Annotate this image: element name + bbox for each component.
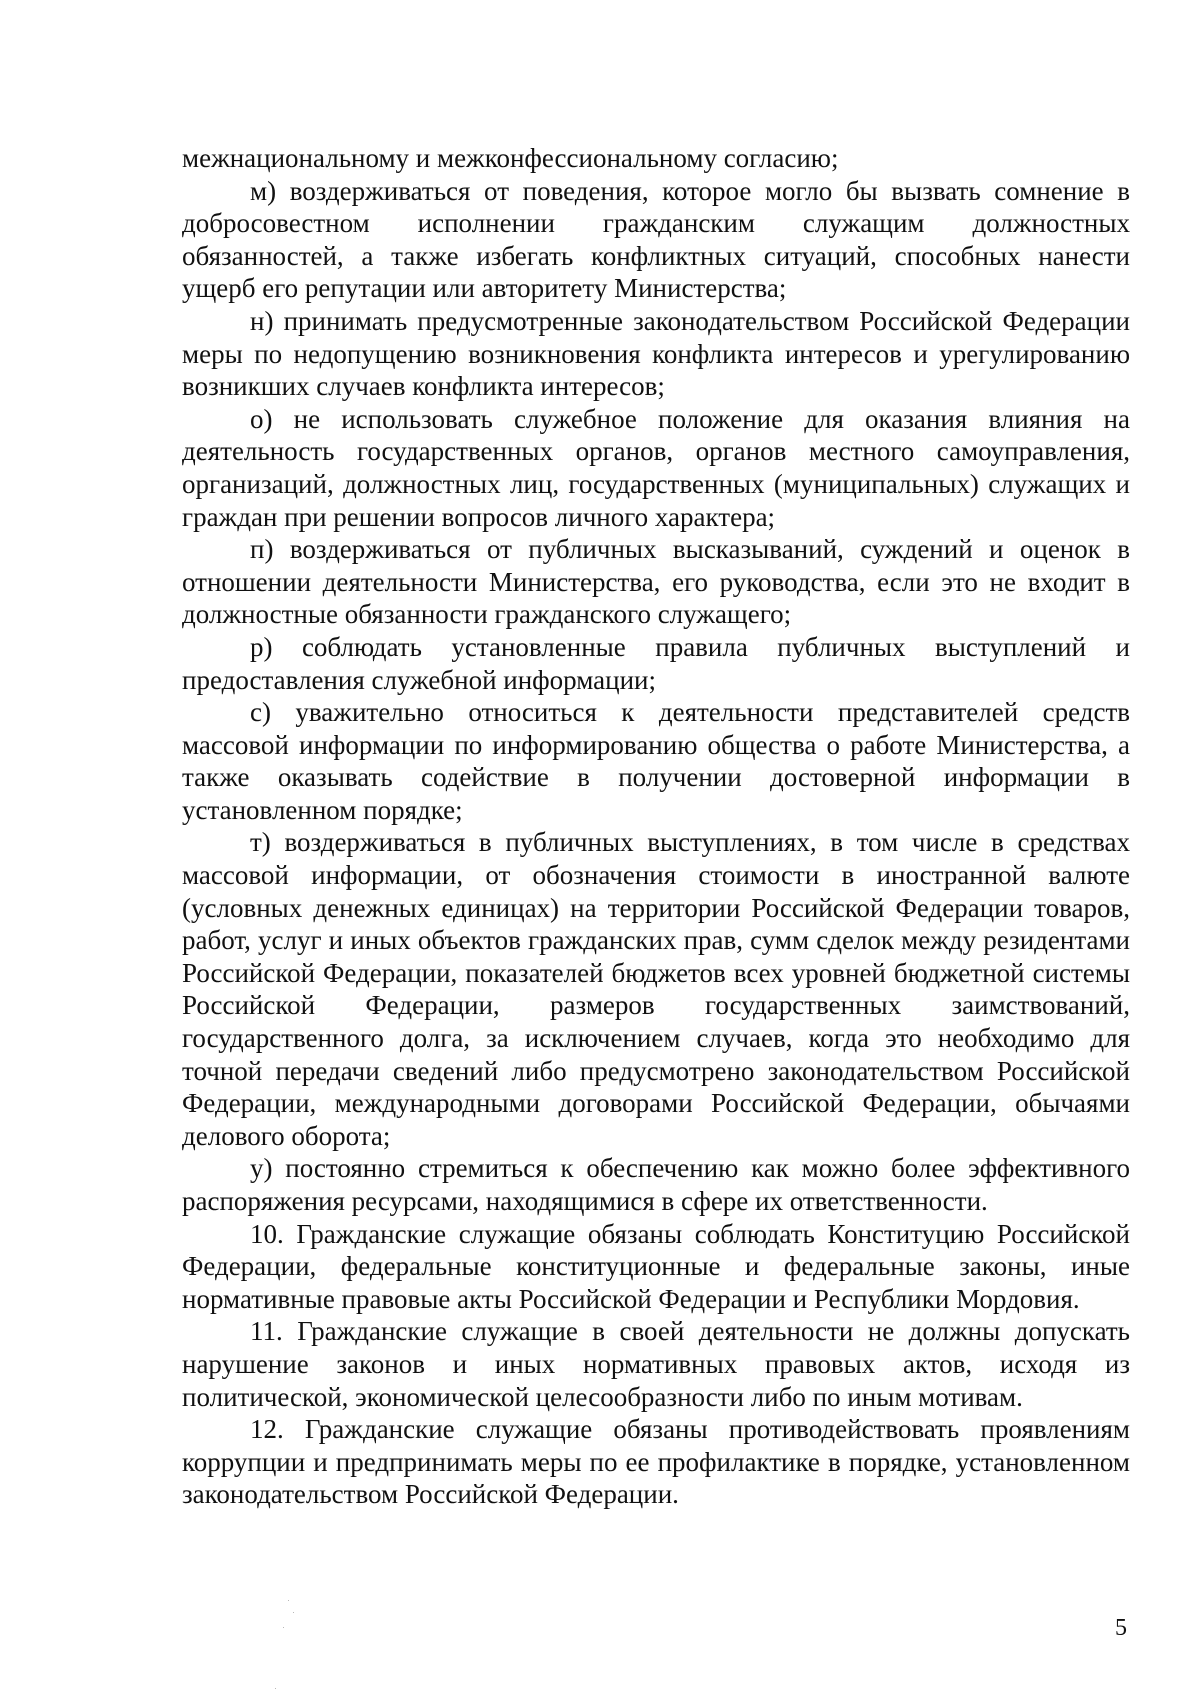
paragraph-item-s: с) уважительно относиться к деятельности представителей средств массовой информации по информированию общества о работе Министерства, а также оказывать содействие в получении достоверной информации в установленном порядке; [182, 697, 1130, 825]
paragraph-clause-11: 11. Гражданские служащие в своей деятельности не должны допускать нарушение законов и иных нормативных правовых актов, исходя из политической, экономической целесообразности либо по иным мотивам. [182, 1316, 1130, 1412]
scan-speck [293, 1612, 294, 1613]
scan-speck [275, 1688, 276, 1689]
document-body [182, 142, 1130, 1511]
scan-speck [283, 1627, 284, 1628]
paragraph-intro-continuation: межнациональному и межконфессиональному согласию; [182, 143, 839, 173]
paragraph-item-u: у) постоянно стремиться к обеспечению как можно более эффективного распоряжения ресурсами, находящимися в сфере их ответственности. [182, 1153, 1130, 1216]
paragraph-item-m: м) воздерживаться от поведения, которое могло бы вызвать сомнение в добросовестном исполнении гражданским служащим должностных обязанностей, а также избегать конфликтных ситуаций, способных нанести ущерб его репутации или авторитету Министерства; [182, 175, 1130, 304]
paragraph-item-p: п) воздерживаться от публичных высказываний, суждений и оценок в отношении деятельности Министерства, его руководства, если это не входит в должностные обязанности гражданского служащего; [182, 534, 1130, 630]
paragraph-item-r: р) соблюдать установленные правила публичных выступлений и предоставления служебной информации; [182, 631, 1130, 695]
paragraph-clause-10: 10. Гражданские служащие обязаны соблюдать Конституцию Российской Федерации, федеральные конституционные и федеральные законы, иные нормативные правовые акты Российской Федерации и Республики Мордовия. [182, 1218, 1130, 1314]
scan-speck [288, 1600, 289, 1601]
paragraph-clause-12: 12. Гражданские служащие обязаны противодействовать проявлениям коррупции и предпринимать меры по ее профилактике в порядке, установленном законодательством Российской Федерации. [182, 1414, 1130, 1510]
paragraph-item-t: т) воздерживаться в публичных выступлениях, в том числе в средствах массовой информации, от обозначения стоимости в иностранной валюте (условных денежных единицах) на территории Российской Федерации товаров, работ, услуг и иных объектов гражданских прав, сумм сделок между резидентами Российской Федерации, показателей бюджетов всех уровней бюджетной системы Российской Федерации, размеров государственных заимствований, государственного долга, за исключением случаев, когда это необходимо для точной передачи сведений либо предусмотрено законодательством Российской Федерации, международными договорами Российской Федерации, обычаями делового оборота; [182, 827, 1130, 1151]
paragraph-item-o: о) не использовать служебное положение для оказания влияния на деятельность государственных органов, органов местного самоуправления, организаций, должностных лиц, государственных (муниципальных) служащих и граждан при решении вопросов личного характера; [182, 403, 1130, 532]
page-number: 5 [1115, 1615, 1127, 1641]
paragraph-item-n: н) принимать предусмотренные законодательством Российской Федерации меры по недопущению возникновения конфликта интересов и урегулированию возникших случаев конфликта интересов; [182, 305, 1130, 402]
